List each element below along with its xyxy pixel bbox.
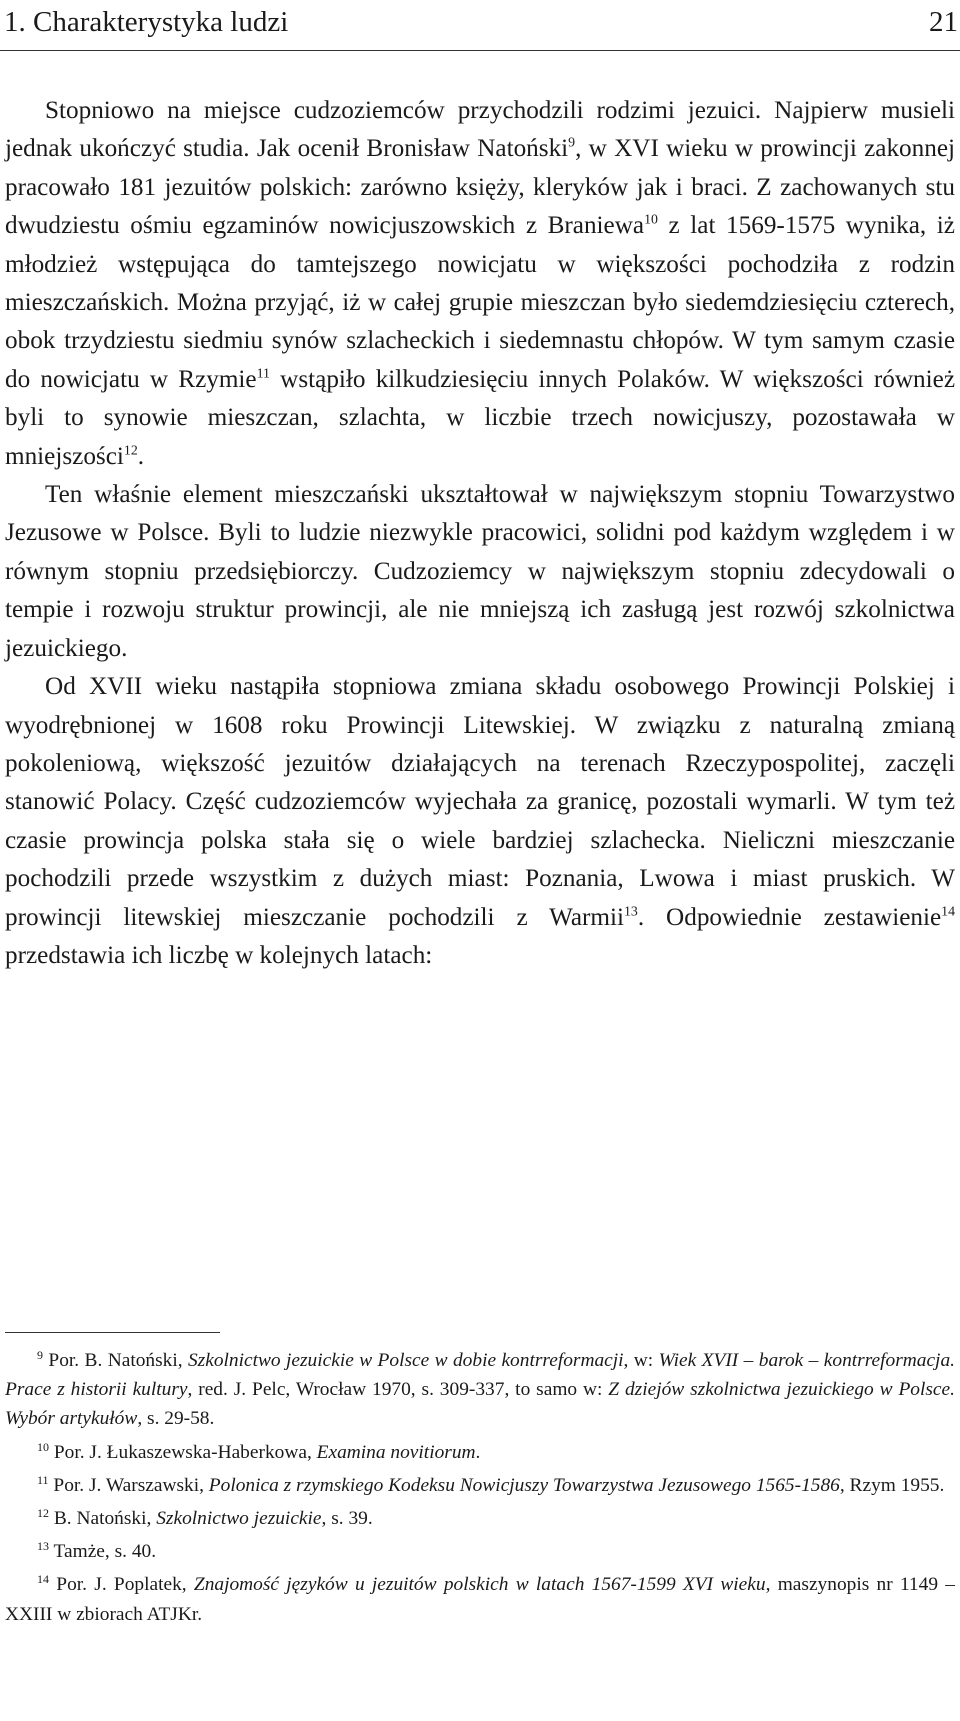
footnote-text: , s. 39. [321, 1508, 373, 1530]
footnote-text: , s. 29-58. [137, 1408, 215, 1430]
footnote-title: Z dziejów szkolnictwa jezuickiego w Polsce. Wybór artykułów [5, 1379, 955, 1430]
text-run: z lat 1569-1575 wynika, iż młodzież wstępująca do tamtejszego nowicjatu w większości pochodziła z rodzin mieszczańskich. Można przyjąć, iż w całej grupie mieszczan było siedemdziesięciu czterech, obok trzydziestu siedmiu synów szlacheckich i siedemnastu chłopów. W tym samym czasie do nowicjatu w Rzymie [5, 212, 955, 393]
footnote-text: , Rzym 1955. [839, 1474, 945, 1496]
footnote-title: Wiek XVII – barok – kontrreformacja. Prace z historii kultury [5, 1350, 955, 1401]
footnote-text: Por. B. Natoński, [43, 1350, 188, 1371]
text-run: . [137, 442, 145, 470]
footnote-text: , red. J. Pelc, Wrocław 1970, s. 309-337, to samo w: [187, 1379, 609, 1401]
footnotes [5, 1346, 955, 1633]
footnote-ref-14[interactable]: 14 [941, 902, 955, 918]
footnote-number: 14 [37, 1572, 50, 1587]
page-number: 21 [929, 6, 958, 38]
footnote-text: Por. J. Poplatek, [49, 1574, 194, 1596]
footnote-text: Tamże, s. 40. [49, 1541, 157, 1563]
footnote-text: Por. J. Warszawski, [48, 1474, 209, 1496]
footnote-13 [5, 1537, 955, 1566]
footnote-number: 11 [37, 1472, 49, 1487]
footnote-ref-11[interactable]: 11 [256, 365, 270, 381]
paragraph-1 [5, 92, 955, 476]
footnote-number: 9 [37, 1347, 44, 1362]
footnote-title: Polonica z rzymskiego Kodeksu Nowicjuszy Towarzystwa Jezusowego 1565-1586 [208, 1474, 840, 1496]
text-run: Od XVII wieku nastąpiła stopniowa zmiana składu osobowego Prowincji Polskiej i wyodrębnionej w 1608 roku Prowincji Litewskiej. W związku z naturalną zmianą pokoleniową, większość jezuitów działających na terenach Rzeczypospolitej, zaczęli stanowić Polacy. Część cudzoziemców wyjechała za granicę, pozostali wymarli. W tym też czasie prowincja polska stała się o wiele bardziej szlachecka. Nieliczni mieszczanie pochodzili przede wszystkim z dużych miast: Poznania, Lwowa i miast pruskich. W prowincji litewskiej mieszczanie pochodzili z Warmii [5, 673, 955, 931]
paragraph-3 [5, 668, 955, 975]
running-head [0, 0, 960, 56]
footnote-12 [5, 1504, 955, 1533]
footnote-text: B. Natoński, [49, 1508, 157, 1530]
footnote-title: Szkolnictwo jezuickie [156, 1508, 322, 1530]
footnote-title: Szkolnictwo jezuickie w Polsce w dobie kontrreformacji [187, 1350, 624, 1371]
text-run: przedstawia ich liczbę w kolejnych latach: [5, 941, 433, 969]
footnote-ref-13[interactable]: 13 [624, 902, 638, 918]
footnote-number: 13 [37, 1539, 50, 1554]
footnote-number: 10 [37, 1439, 50, 1454]
text-run: wstąpiło kilkudziesięciu innych Polaków. W większości również byli to synowie mieszczan, szlachta, w liczbie trzech nowicjuszy, pozostawała w mniejszości [5, 365, 956, 470]
footnote-title: Examina novitiorum [316, 1441, 476, 1463]
footnote-separator [5, 1332, 220, 1333]
footnote-title: Znajomość języków u jezuitów polskich w latach 1567-1599 XVI wieku [193, 1574, 766, 1596]
footnote-ref-9[interactable]: 9 [568, 134, 576, 150]
footnote-text: , maszynopis nr 1149 – XXIII w zbiorach ATJKr. [5, 1574, 955, 1625]
footnote-ref-10[interactable]: 10 [644, 211, 658, 227]
footnote-number: 12 [37, 1505, 50, 1520]
footnote-11 [5, 1471, 955, 1500]
footnote-text: . [475, 1441, 481, 1463]
footnote-14 [5, 1570, 955, 1628]
footnote-text: Por. J. Łukaszewska-Haberkowa, [49, 1441, 317, 1463]
footnote-10 [5, 1438, 955, 1467]
footnote-text: , w: [623, 1350, 659, 1371]
header-rule [0, 50, 960, 51]
main-text [5, 92, 955, 975]
chapter-title: 1. Charakterystyka ludzi [4, 6, 289, 38]
text-run: . Odpowiednie zestawienie [637, 903, 942, 931]
footnote-9 [5, 1346, 955, 1434]
text-run: , w XVI wieku w prowincji zakonnej pracowało 181 jezuitów polskich: zarówno księży, kleryków jak i braci. Z zachowanych stu dwudziestu ośmiu egzaminów nowicjuszowskich z Braniewa [5, 135, 955, 240]
footnote-ref-12[interactable]: 12 [123, 441, 138, 457]
paragraph-2: Ten właśnie element mieszczański ukształtował w największym stopniu Towarzystwo Jezusowe w Polsce. Byli to ludzie niezwykle pracowici, solidni pod każdym względem i w równym stopniu przedsiębiorczy. Cudzoziemcy w największym stopniu zdecydowali o tempie i rozwoju struktur prowincji, ale nie mniejszą ich zasługą jest rozwój szkolnictwa jezuickiego. [5, 481, 955, 662]
text-run: Stopniowo na miejsce cudzoziemców przychodzili rodzimi jezuici. Najpierw musieli jednak ukończyć studia. Jak ocenił Bronisław Natoński [5, 97, 955, 163]
